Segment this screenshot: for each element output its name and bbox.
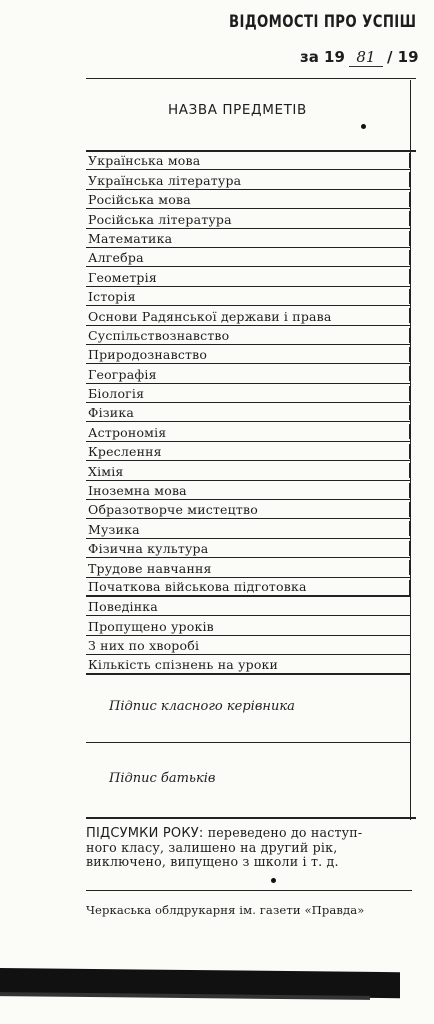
subject-label: Українська мова: [88, 153, 201, 169]
subject-label: Геометрія: [88, 269, 157, 285]
table-row: [86, 190, 410, 209]
table-row: [86, 384, 410, 403]
academic-year: [300, 48, 419, 67]
summary-text-2: ного класу, залишено на другий рік,: [86, 840, 338, 856]
table-row: [86, 209, 410, 228]
ink-dot-2: [271, 878, 276, 883]
subject-label: Креслення: [88, 444, 162, 460]
subject-label: Українська література: [88, 172, 242, 188]
table-row: [86, 539, 410, 558]
subject-label: Фізика: [88, 405, 134, 421]
subject-label: Хімія: [88, 463, 124, 479]
subject-label: Географія: [88, 366, 157, 382]
table-row: [86, 519, 410, 538]
year-summary: [86, 826, 412, 870]
printer-imprint: Черкаська облдрукарня ім. газети «Правда»: [86, 903, 365, 917]
table-row: [86, 326, 410, 345]
subject-label: Російська мова: [88, 192, 191, 208]
summary-heading: ПІДСУМКИ РОКУ:: [86, 826, 204, 841]
subject-label: Російська література: [88, 211, 232, 227]
subject-label: Образотворче мистецтво: [88, 502, 258, 518]
summary-bottom-rule: [86, 890, 412, 891]
table-row: [86, 364, 410, 383]
table-row: [86, 481, 410, 500]
subject-label: Алгебра: [88, 250, 144, 266]
table-row: [86, 616, 410, 635]
summary-text-3: виключено, випущено з школи і т. д.: [86, 854, 339, 870]
parents-signature-label: Підпис батьків: [109, 771, 216, 786]
table-row: [86, 403, 410, 422]
subject-label: Пропущено уроків: [88, 618, 214, 634]
year-suffix: / 19: [386, 48, 419, 66]
subject-label: Природознавство: [88, 347, 208, 363]
subject-label: Основи Радянської держави і права: [88, 308, 332, 324]
teacher-signature-rule: [86, 742, 410, 743]
table-row: [86, 655, 410, 674]
subject-label: Трудове навчання: [88, 560, 212, 576]
subject-label: Кількість спізнень на уроки: [88, 656, 279, 672]
table-row: [86, 170, 410, 189]
table-row: [86, 229, 410, 248]
subject-label: Історія: [88, 289, 136, 305]
table-row: [86, 267, 410, 286]
column-heading: НАЗВА ПРЕДМЕТІВ: [168, 102, 307, 118]
table-row: [86, 306, 410, 325]
table-row: [86, 578, 410, 597]
year-handwritten: 81: [349, 48, 383, 67]
subject-label: Математика: [88, 230, 173, 246]
subject-label: Суспільствознавство: [88, 327, 230, 343]
table-row: [86, 597, 410, 616]
page-title: ВІДОМОСТІ ПРО УСПІШ: [229, 12, 417, 32]
table-top-rule: [86, 78, 416, 79]
subject-label: Початкова військова підготовка: [88, 578, 307, 594]
summary-text-1: переведено до наступ-: [203, 825, 363, 840]
table-row: [86, 500, 410, 519]
table-row: [86, 636, 410, 655]
subject-list: [86, 151, 410, 675]
year-prefix: за 19: [300, 48, 345, 66]
table-row: [86, 248, 410, 267]
subject-label: З них по хворобі: [88, 638, 200, 654]
subject-label: Астрономія: [88, 424, 167, 440]
table-row: [86, 151, 410, 170]
subject-label: Поведінка: [88, 599, 158, 615]
table-row: [86, 558, 410, 577]
subject-label: Іноземна мова: [88, 483, 187, 499]
table-row: [86, 287, 410, 306]
signature-bottom-rule: [86, 817, 416, 819]
table-row: [86, 442, 410, 461]
subject-label: Фізична культура: [88, 541, 209, 557]
table-row: [86, 345, 410, 364]
subject-label: Музика: [88, 521, 140, 537]
teacher-signature-label: Підпис класного керівника: [109, 699, 295, 714]
table-row: [86, 422, 410, 441]
table-row: [86, 461, 410, 480]
subject-label: Біологія: [88, 386, 145, 402]
ink-dot: [361, 124, 366, 129]
